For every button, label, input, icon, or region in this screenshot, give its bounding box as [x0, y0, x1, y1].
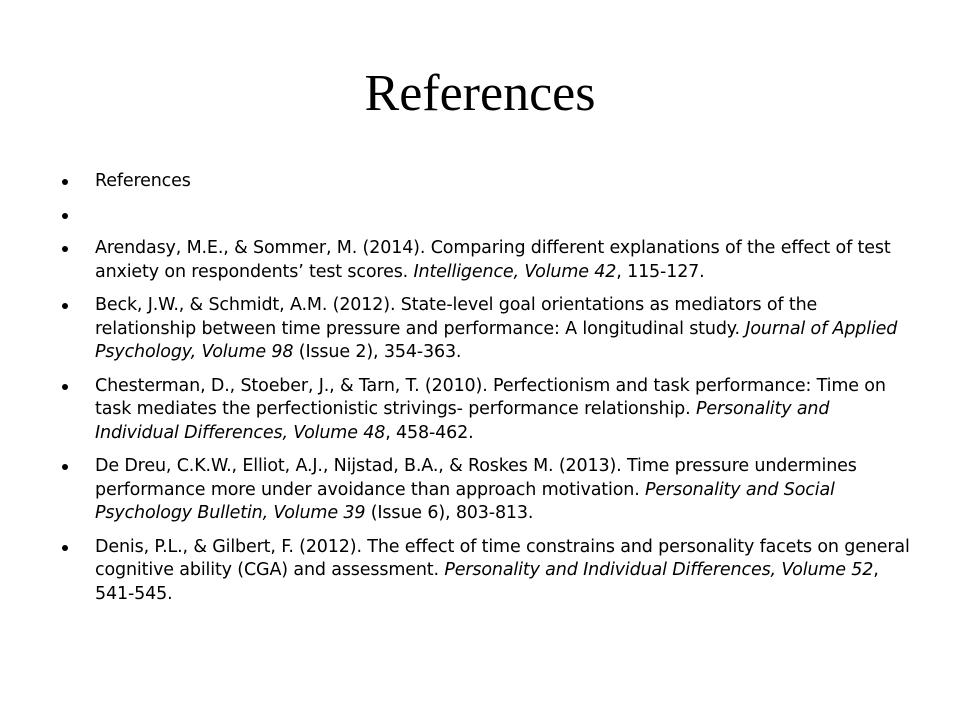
reference-pages: , 458-462. [385, 422, 474, 443]
reference-pages: , 115-127. [616, 261, 705, 282]
list-item-heading [62, 170, 912, 194]
reference-item [62, 375, 912, 446]
reference-journal: Personality and Social Psychology Bulletin, Volume 39 [95, 479, 835, 523]
bullet-icon [62, 213, 68, 219]
bullet-icon [62, 246, 68, 252]
reference-journal: Personality and Individual Differences, Volume 52 [444, 560, 874, 580]
reference-journal: Journal of Applied Psychology, Volume 98 [95, 318, 898, 362]
reference-pages: (Issue 6), 803-813. [365, 503, 534, 523]
reference-list [62, 170, 912, 616]
reference-title: State-level goal orientations as mediators of the relationship between time pressure and performance: A longitudinal study. [95, 295, 818, 339]
reference-item [62, 536, 912, 607]
reference-authors: Beck, J.W., & Schmidt, A.M. (2012). [95, 295, 396, 315]
reference-authors: Denis, P.L., & Gilbert, F. (2012). [95, 536, 362, 557]
reference-authors: Chesterman, D., Stoeber, J., & Tarn, T. (2010). [95, 375, 488, 396]
reference-title: Comparing different explanations of the effect of test anxiety on respondents’ test scores. [95, 238, 891, 282]
list-item-text: References [95, 171, 191, 191]
reference-authors: De Dreu, C.K.W., Elliot, A.J., Nijstad, B.A., & Roskes M. (2013). [95, 456, 622, 476]
reference-title: Time pressure undermines performance more under avoidance than approach motivation. [95, 456, 857, 500]
slide-title: References [364, 65, 596, 122]
bullet-icon [62, 545, 68, 551]
reference-journal: Personality and Individual Differences, Volume 48 [95, 399, 830, 443]
reference-pages: , 541-545. [95, 560, 879, 604]
reference-pages: (Issue 2), 354-363. [293, 342, 462, 362]
reference-item [62, 294, 912, 365]
reference-item [62, 455, 912, 526]
bullet-icon [62, 179, 68, 185]
list-item-empty [62, 204, 912, 228]
reference-title: Perfectionism and task performance: Time on task mediates the perfectionistic strivings- performance relationship. [95, 375, 886, 419]
bullet-icon [62, 464, 68, 470]
reference-title: The effect of time constrains and personality facets on general cognitive ability (CGA) and assessment. [95, 536, 910, 580]
bullet-icon [62, 384, 68, 390]
bullet-icon [62, 303, 68, 309]
reference-authors: Arendasy, M.E., & Sommer, M. (2014). [95, 238, 426, 258]
reference-item [62, 237, 912, 284]
reference-journal: Intelligence, Volume 42 [413, 261, 617, 282]
